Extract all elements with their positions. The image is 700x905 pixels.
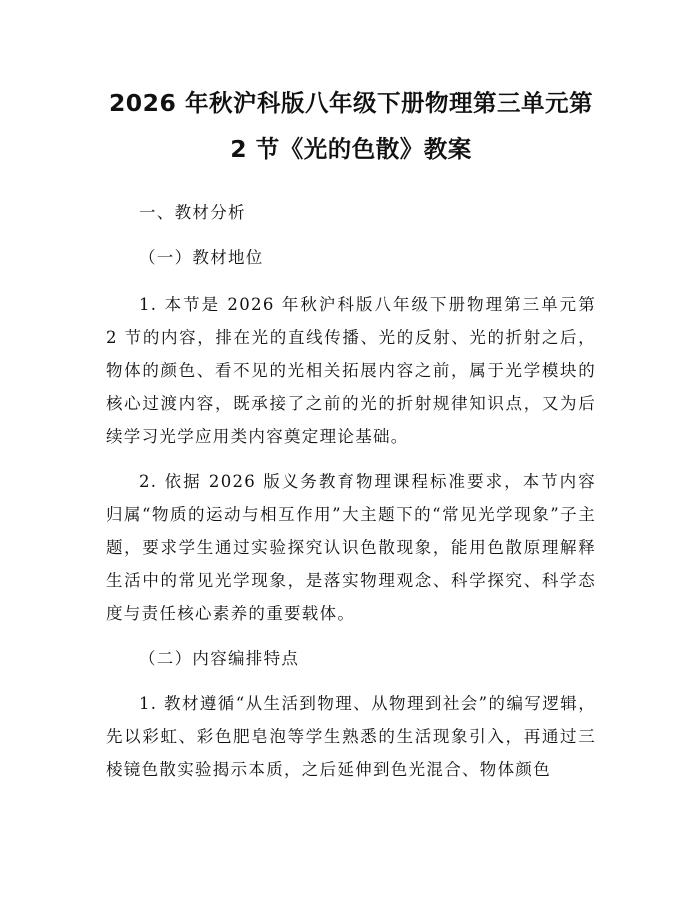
subsection-heading-textbook-position: （一）教材地位 xyxy=(139,248,264,267)
section-heading-textbook-analysis: 一、教材分析 xyxy=(139,203,246,222)
paragraph-3: 1. 教材遵循“从生活到物理、从物理到社会”的编写逻辑，先以彩虹、彩色肥皂泡等学生熟悉的生活现象引入，再通过三棱镜色散实验揭示本质，之后延伸到色光混合、物体颜色 xyxy=(106,694,596,779)
paragraph-1: 1. 本节是 2026 年秋沪科版八年级下册物理第三单元第 2 节的内容，排在光的直线传播、光的反射、光的折射之后，物体的颜色、看不见的光相关拓展内容之前，属于光学模块的核心过渡内容，既承接了之前的光的折射规律知识点，又为后续学习光学应用类内容奠定理论基础。 xyxy=(106,295,596,446)
document-title xyxy=(100,80,602,172)
title-line-1: 2026 年秋沪科版八年级下册物理第三单元第 xyxy=(108,89,594,117)
title-line-2: 2 节《光的色散》教案 xyxy=(230,135,472,163)
paragraph-2: 2. 依据 2026 版义务教育物理课程标准要求，本节内容归属“物质的运动与相互作用”大主题下的“常见光学现象”子主题，要求学生通过实验探究认识色散现象，能用色散原理解释生活中的常见光学现象，是落实物理观念、科学探究、科学态度与责任核心素养的重要载体。 xyxy=(106,472,596,623)
subsection-heading-content-arrangement: （二）内容编排特点 xyxy=(139,649,300,668)
